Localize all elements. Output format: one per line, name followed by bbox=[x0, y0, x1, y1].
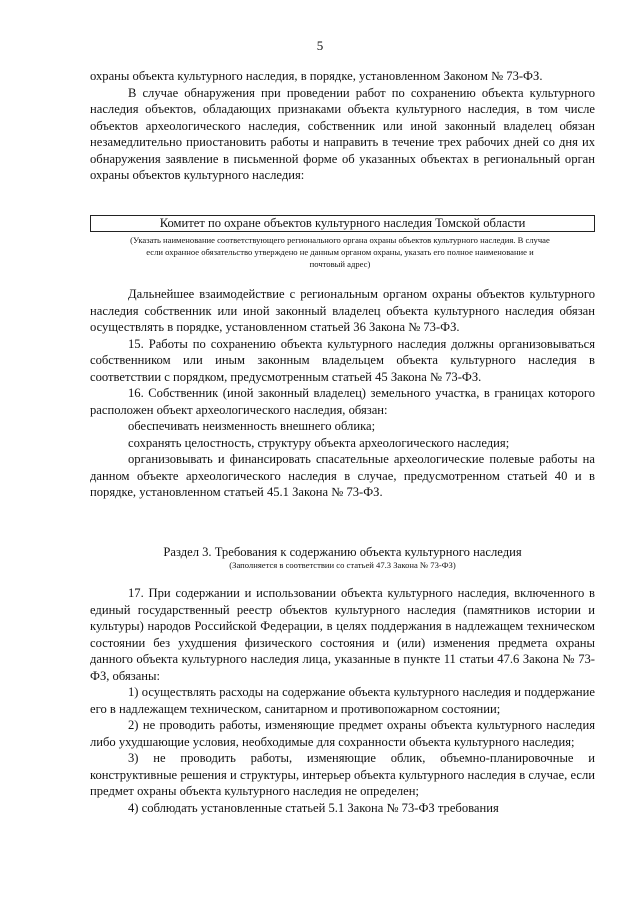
section-title: Раздел 3. Требования к содержанию объекта культурного наследия bbox=[163, 545, 522, 559]
page-number: 5 bbox=[316, 38, 324, 53]
paragraph: 4) соблюдать установленные статьей 5.1 Закона № 73-ФЗ требования bbox=[128, 800, 499, 815]
paragraph: сохранять целостность, структуру объекта археологического наследия; bbox=[128, 435, 510, 450]
text-block-obligations bbox=[90, 286, 595, 501]
authority-box: Комитет по охране объектов культурного наследия Томской области bbox=[90, 215, 595, 232]
paragraph: 1) осуществлять расходы на содержание объекта культурного наследия и поддержание его в надлежащем техническом, санитарном и противопожарном состоянии; bbox=[90, 685, 595, 716]
section-note: (Заполняется в соответствии со статьей 47.3 Закона № 73-ФЗ) bbox=[229, 560, 456, 570]
paragraph: В случае обнаружения при проведении работ по сохранению объекта культурного наследия объектов, обладающих признаками объекта культурного наследия, в том числе объектов археологического наследия, собственник или иной законный владелец обязан незамедлительно приостановить работы и направить в течение трех рабочих дней со дня их обнаружения заявление в письменной форме об указанных объектах в региональный орган охраны объектов культурного наследия: bbox=[90, 85, 595, 182]
text-block-intro bbox=[90, 68, 595, 184]
paragraph: 16. Собственник (иной законный владелец) земельного участка, в границах которого расположен объект археологического наследия, обязан: bbox=[90, 386, 595, 417]
paragraph: 3) не проводить работы, изменяющие облик, объемно-планировочные и конструктивные решения и структуры, интерьер объекта культурного наследия в случае, если предмет охраны объекта культурного наследия не определен; bbox=[90, 751, 595, 798]
authority-box-note: (Указать наименование соответствующего регионального органа охраны объектов культурного наследия. В случае если охранное обязательство утверждено не данным органом охраны, указать его полное наименование и почтовый адрес) bbox=[130, 235, 550, 269]
paragraph: Дальнейшее взаимодействие с региональным органом охраны объектов культурного наследия собственник или иной законный владелец объекта культурного наследия обязан осуществлять в порядке, установленном статьей 36 Закона № 73-ФЗ. bbox=[90, 287, 595, 334]
paragraph: охраны объекта культурного наследия, в порядке, установленном Законом № 73-ФЗ. bbox=[90, 69, 543, 83]
paragraph: 17. При содержании и использовании объекта культурного наследия, включенного в единый государственный реестр объектов культурного наследия (памятников истории и культуры) народов Российской Федерации, в целях поддержания в надлежащем техническом состоянии без ухудшения физического состояния и (или) изменения предмета охраны данного объекта культурного наследия лица, указанные в пункте 11 статьи 47.6 Закона № 73-ФЗ, обязаны: bbox=[90, 586, 595, 683]
text-block-section3 bbox=[90, 585, 595, 816]
paragraph: 2) не проводить работы, изменяющие предмет охраны объекта культурного наследия либо ухудшающие условия, необходимые для сохранности объекта культурного наследия; bbox=[90, 718, 595, 749]
paragraph: 15. Работы по сохранению объекта культурного наследия должны организовываться собственником или иным законным владельцем объекта культурного наследия в соответствии с порядком, предусмотренным статьей 45 Закона № 73-ФЗ. bbox=[90, 336, 595, 384]
paragraph: организовывать и финансировать спасательные археологические полевые работы на данном объекте археологического наследия в случае, предусмотренном статьей 40 и в порядке, установленном статьей 45.1 Закона № 73-ФЗ. bbox=[90, 452, 595, 499]
paragraph: обеспечивать неизменность внешнего облика; bbox=[128, 419, 376, 433]
